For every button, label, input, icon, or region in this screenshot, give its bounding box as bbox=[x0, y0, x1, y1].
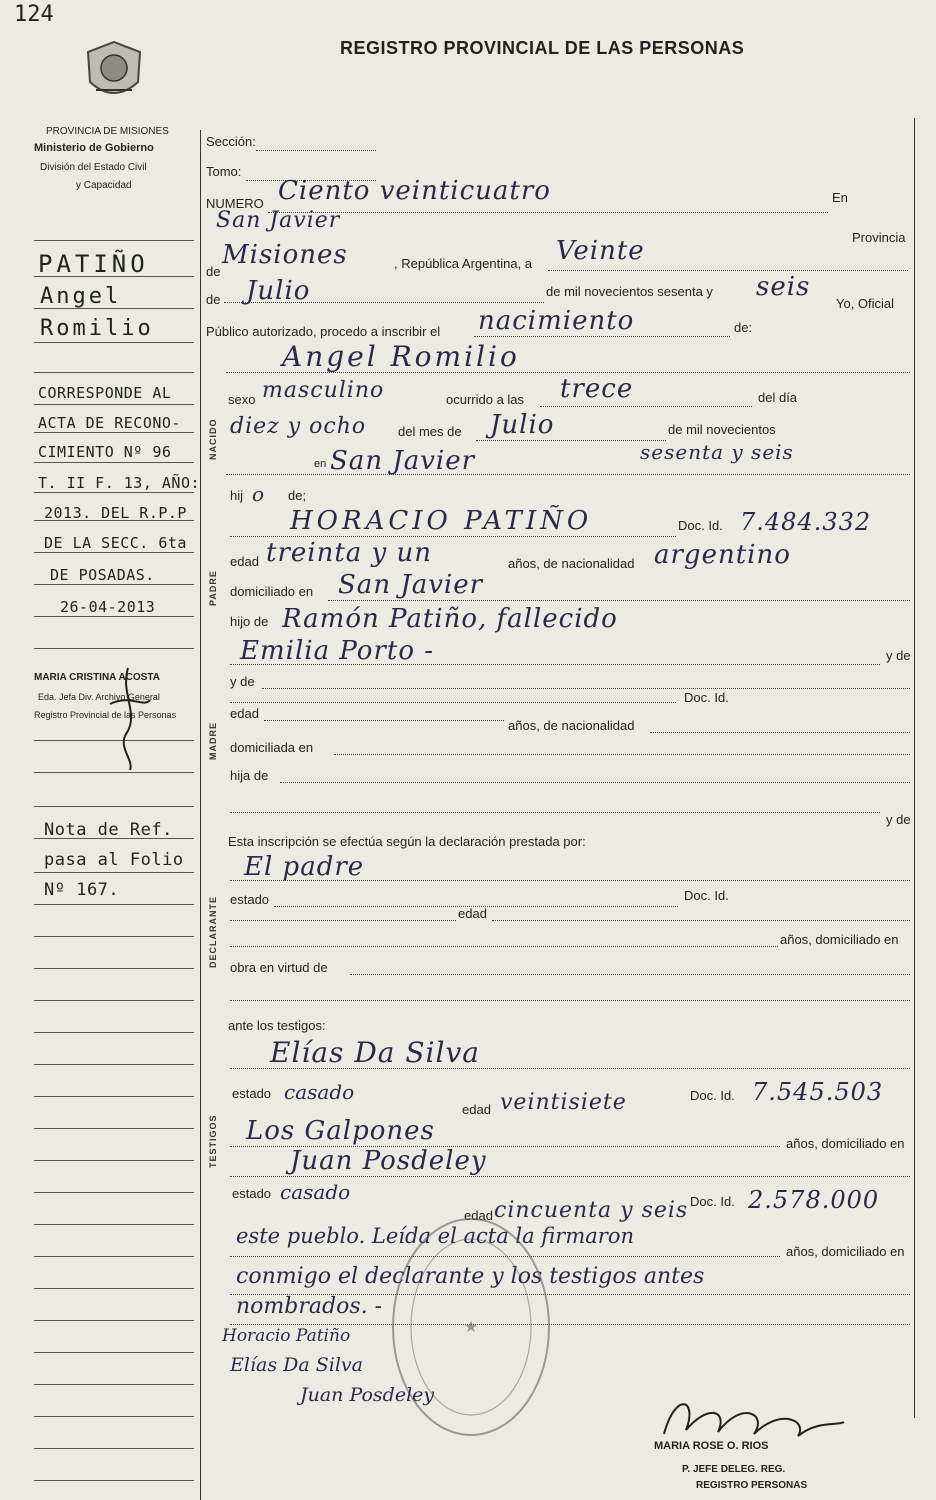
label-declaracion: Esta inscripción se efectúa según la declaración prestada por: bbox=[228, 834, 586, 849]
svg-text:★: ★ bbox=[463, 1317, 479, 1336]
label-doc-id-madre: Doc. Id. bbox=[684, 690, 729, 705]
entry-testigo2-dom: este pueblo. Leída el acta la firmaron bbox=[236, 1224, 634, 1248]
label-numero: NUMERO bbox=[206, 196, 264, 211]
section-testigos: TESTIGOS bbox=[208, 1114, 218, 1168]
entry-mes-acta: Julio bbox=[246, 276, 311, 306]
label-doc-id-padre: Doc. Id. bbox=[678, 518, 723, 533]
margin-signature-icon bbox=[100, 664, 160, 779]
province-seal-icon bbox=[78, 38, 150, 111]
label-y-de-padre: y de bbox=[886, 648, 911, 663]
margin-ref-3: Nº 167. bbox=[44, 880, 120, 900]
margin-note-7: DE POSADAS. bbox=[50, 566, 155, 584]
entry-tipo: nacimiento bbox=[478, 306, 635, 336]
entry-anio-acta: seis bbox=[756, 272, 811, 302]
label-edad-madre: edad bbox=[230, 706, 259, 721]
label-del-mes: del mes de bbox=[398, 424, 462, 439]
official-name: MARIA ROSE O. RIOS bbox=[654, 1440, 769, 1452]
label-domiciliado-padre: domiciliado en bbox=[230, 584, 314, 599]
entry-sexo: masculino bbox=[262, 378, 385, 403]
label-ante: ante los testigos: bbox=[228, 1018, 326, 1033]
entry-testigo1-dom: Los Galpones bbox=[246, 1116, 435, 1146]
label-yo-oficial: Yo, Oficial bbox=[836, 296, 895, 311]
margin-note-8: 26-04-2013 bbox=[60, 598, 156, 616]
margin-note-4: T. II F. 13, AÑO: bbox=[38, 474, 201, 492]
label-edad-decl: edad bbox=[458, 906, 487, 921]
entry-nombre: Angel Romilio bbox=[282, 340, 520, 373]
entry-padre-nombre: HORACIO PATIÑO bbox=[290, 506, 593, 536]
label-publico: Público autorizado, procedo a inscribir el bbox=[206, 324, 441, 339]
org-line-3: División del Estado Civil bbox=[40, 162, 147, 173]
label-anos-dom-t2: años, domiciliado en bbox=[786, 1244, 905, 1259]
margin-ref-1: Nota de Ref. bbox=[44, 820, 173, 840]
label-anos-dom-decl: años, domiciliado en bbox=[780, 932, 899, 947]
entry-testigo1-doc: 7.545.503 bbox=[752, 1078, 884, 1106]
label-en-2: en bbox=[314, 458, 327, 470]
org-line-1: PROVINCIA DE MISIONES bbox=[46, 126, 169, 137]
entry-testigo2-edad: cincuenta y seis bbox=[494, 1198, 689, 1223]
entry-testigo2-estado: casado bbox=[280, 1180, 351, 1204]
margin-note-6: DE LA SECC. 6ta bbox=[44, 534, 187, 552]
label-doc-id-t2: Doc. Id. bbox=[690, 1194, 735, 1209]
margin-note-5: 2013. DEL R.P.P bbox=[44, 504, 187, 522]
margin-stamp-2: Eda. Jefa Div. Archivo General bbox=[38, 692, 160, 702]
label-hijo-de: hijo de bbox=[230, 614, 269, 629]
entry-padre-dom: San Javier bbox=[338, 570, 484, 600]
org-line-4: y Capacidad bbox=[76, 180, 132, 191]
entry-padre-y-de: Emilia Porto - bbox=[240, 636, 435, 666]
entry-hij-suffix: o bbox=[252, 482, 265, 506]
entry-lugar: San Javier bbox=[216, 208, 341, 233]
entry-dia-nac: diez y ocho bbox=[230, 414, 367, 439]
label-anos-nac-madre: años, de nacionalidad bbox=[508, 718, 635, 733]
label-edad-t2: edad bbox=[464, 1208, 493, 1223]
margin-name-1: Angel bbox=[40, 284, 122, 309]
label-republica: , República Argentina, a bbox=[394, 256, 533, 271]
label-de-2: de bbox=[206, 292, 221, 307]
label-edad-t1: edad bbox=[462, 1102, 491, 1117]
label-obra: obra en virtud de bbox=[230, 960, 328, 975]
entry-testigo2-nombre: Juan Posdeley bbox=[290, 1146, 487, 1176]
entry-testigo2-doc: 2.578.000 bbox=[748, 1186, 880, 1214]
label-de-1: de bbox=[206, 264, 221, 279]
official-seal-icon bbox=[386, 1212, 556, 1447]
official-title-2: REGISTRO PERSONAS bbox=[696, 1480, 808, 1491]
entry-testigo1-estado: casado bbox=[284, 1080, 355, 1104]
left-margin-rule bbox=[200, 130, 201, 1500]
label-en: En bbox=[832, 190, 848, 205]
label-mil-nov-2: de mil novecientos bbox=[668, 422, 776, 437]
section-declarante: DECLARANTE bbox=[208, 896, 218, 968]
entry-declarante: El padre bbox=[244, 852, 365, 882]
label-tomo: Tomo: bbox=[206, 164, 242, 179]
signature-3: Juan Posdeley bbox=[300, 1384, 435, 1406]
entry-numero: Ciento veinticuatro bbox=[278, 176, 551, 206]
label-de-3: de: bbox=[734, 320, 753, 335]
margin-surname: PATIÑO bbox=[38, 250, 149, 278]
entry-lugar-nac: San Javier bbox=[330, 446, 476, 476]
margin-ref-2: pasa al Folio bbox=[44, 850, 184, 870]
label-anos-nac-padre: años, de nacionalidad bbox=[508, 556, 635, 571]
entry-testigo1-edad: veintisiete bbox=[500, 1090, 627, 1115]
label-y-de-madre: y de bbox=[230, 674, 255, 689]
entry-cierre-1: conmigo el declarante y los testigos antes bbox=[236, 1264, 705, 1289]
entry-padre-edad: treinta y un bbox=[266, 538, 432, 568]
margin-note-1: CORRESPONDE AL bbox=[38, 384, 172, 402]
margin-stamp-1: MARIA CRISTINA ACOSTA bbox=[34, 672, 160, 683]
entry-dia-acta: Veinte bbox=[556, 236, 645, 266]
label-sexo: sexo bbox=[228, 392, 256, 407]
label-hija-de: hija de bbox=[230, 768, 269, 783]
entry-testigo1-nombre: Elías Da Silva bbox=[270, 1036, 480, 1069]
label-provincia: Provincia bbox=[852, 230, 906, 245]
entry-padre-doc: 7.484.332 bbox=[740, 508, 872, 536]
section-padre: PADRE bbox=[208, 570, 218, 606]
label-edad-padre: edad bbox=[230, 554, 259, 569]
label-seccion: Sección: bbox=[206, 134, 256, 149]
label-estado-decl: estado bbox=[230, 892, 270, 907]
margin-note-3: CIMIENTO Nº 96 bbox=[38, 443, 172, 461]
registry-title: REGISTRO PROVINCIAL DE LAS PERSONAS bbox=[340, 38, 745, 58]
label-doc-id-decl: Doc. Id. bbox=[684, 888, 729, 903]
page-number: 124 bbox=[14, 2, 54, 27]
official-title-1: P. JEFE DELEG. REG. bbox=[682, 1464, 786, 1475]
entry-padre-nac: argentino bbox=[654, 540, 791, 570]
entry-mes-nac: Julio bbox=[490, 410, 555, 440]
label-hij: hij bbox=[230, 488, 244, 503]
signature-1: Horacio Patiño bbox=[222, 1326, 351, 1346]
label-estado-t2: estado bbox=[232, 1186, 272, 1201]
label-anos-dom-t1: años, domiciliado en bbox=[786, 1136, 905, 1151]
entry-anio-nac: sesenta y seis bbox=[640, 440, 794, 464]
entry-provincia: Misiones bbox=[222, 240, 348, 270]
label-domiciliada-madre: domiciliada en bbox=[230, 740, 314, 755]
entry-cierre-2: nombrados. - bbox=[236, 1294, 383, 1319]
label-doc-id-t1: Doc. Id. bbox=[690, 1088, 735, 1103]
entry-padre-hijo-de: Ramón Patiño, fallecido bbox=[282, 604, 618, 634]
label-estado-t1: estado bbox=[232, 1086, 272, 1101]
margin-stamp-3: Registro Provincial de las Personas bbox=[34, 710, 177, 720]
label-ocurrido: ocurrido a las bbox=[446, 392, 525, 407]
label-y-de-madre-2: y de bbox=[886, 812, 911, 827]
entry-hora: trece bbox=[560, 374, 634, 404]
margin-note-2: ACTA DE RECONO- bbox=[38, 414, 181, 432]
label-del-dia: del día bbox=[758, 390, 798, 405]
margin-name-2: Romilio bbox=[40, 316, 154, 341]
org-line-2: Ministerio de Gobierno bbox=[34, 142, 154, 154]
section-nacido: NACIDO bbox=[208, 418, 218, 460]
signature-2: Elías Da Silva bbox=[230, 1354, 363, 1376]
right-margin-rule bbox=[914, 118, 915, 1418]
label-mil-nov: de mil novecientos sesenta y bbox=[546, 284, 713, 299]
section-madre: MADRE bbox=[208, 722, 218, 760]
label-de-4: de; bbox=[288, 488, 307, 503]
